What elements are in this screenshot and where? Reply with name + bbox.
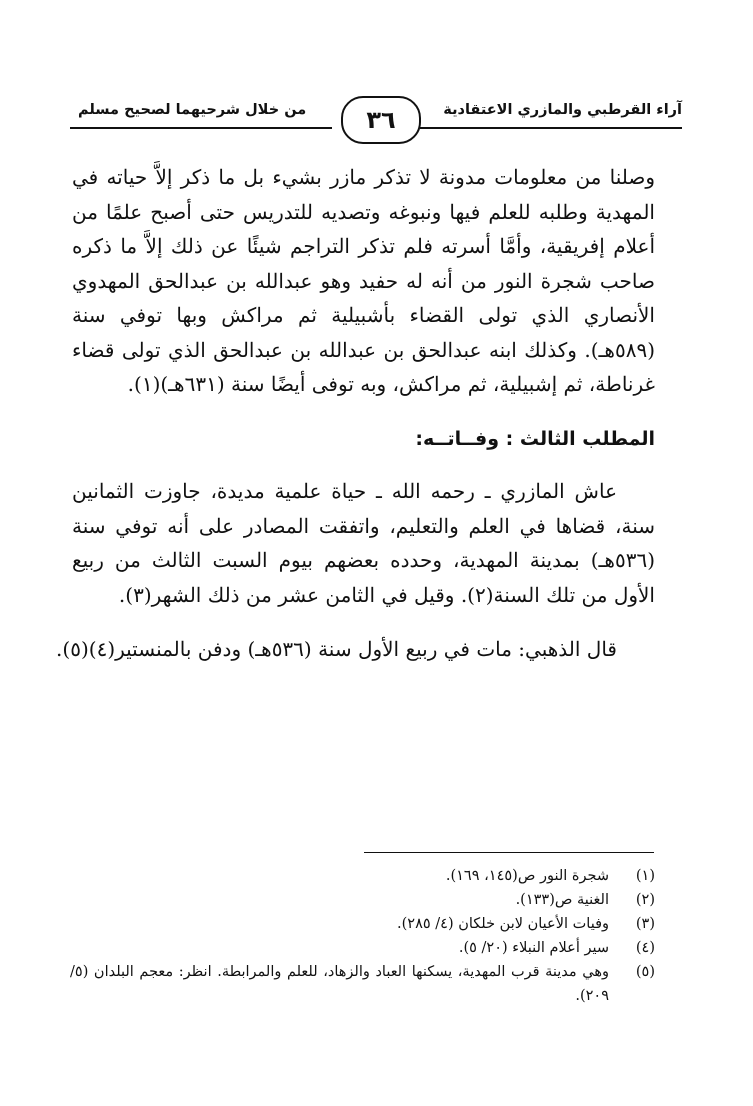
- text-line: صاحب شجرة النور من أنه له حفيد وهو عبدالله بن عبدالحق المهدوي: [72, 268, 656, 293]
- text-line: الأول من تلك السنة(٢). وقيل في الثامن عشر من ذلك الشهر(٣).: [118, 582, 655, 607]
- header-rule-left: [70, 127, 332, 129]
- text-line: عاش المازري ـ رحمه الله ـ حياة علمية مديدة، جاوزت الثمانين: [72, 479, 617, 503]
- footnote-item: [70, 960, 655, 1008]
- footnote-text: الغنية ص(١٣٣).: [515, 892, 609, 908]
- paragraph-3: [56, 632, 655, 667]
- footnote-text: سير أعلام النبلاء (٢٠/ ٥).: [458, 940, 609, 956]
- footnote-number: (٢): [635, 892, 655, 908]
- page-number: ٣٦: [341, 96, 421, 144]
- text-line: (٥٣٦هـ) بمدينة المهدية، وحدده بعضهم بيوم السبت الثالث من ربيع: [72, 548, 655, 572]
- text-line: (٥٨٩هـ). وكذلك ابنه عبدالحق بن عبدالله بن عبدالحق الذي تولى قضاء: [72, 337, 655, 362]
- text-line: وصلنا من معلومات مدونة لا تذكر مازر بشيء بل ما ذكر إلاَّ حياته في: [72, 165, 656, 189]
- footnote-item: [70, 864, 655, 888]
- header-rule-right: [420, 127, 682, 129]
- footnote-text: وهي مدينة قرب المهدية، يسكنها العباد والزهاد، للعلم والمرابطة. انظر: معجم البلدان (٥/ ٢٠٩).: [70, 964, 609, 1004]
- footnote-number: (٤): [635, 940, 655, 956]
- paragraph-1: [72, 160, 655, 402]
- header-book-title: آراء القرطبي والمازري الاعتقادية: [443, 102, 682, 118]
- footnote-item: [70, 888, 655, 912]
- footnote-text: شجرة النور ص(١٤٥، ١٦٩).: [445, 868, 609, 884]
- footnote-number: (٣): [635, 916, 655, 932]
- text-line: سنة، قضاها في العلم والتعليم، واتفقت المصادر على أنه توفي سنة: [72, 513, 655, 538]
- text-line: المهدية وطلبه للعلم فيها ونبوغه وتصديه للتدريس حتى أصبح علمًا من: [72, 199, 655, 224]
- text-line: غرناطة، ثم إشبيلية، ثم مراكش، وبه توفى أيضًا سنة (٦٣١هـ)(١).: [127, 372, 655, 396]
- text-line: أعلام إفريقية، وأمَّا أسرته فلم تذكر التراجم شيئًا عن ذلك إلاَّ ما ذكره: [72, 234, 655, 258]
- footnote-separator: [364, 852, 654, 853]
- section-heading: المطلب الثالث : وفــاتــه:: [415, 428, 655, 450]
- paragraph-2: [72, 474, 655, 612]
- footnote-item: [70, 936, 655, 960]
- footnote-item: [70, 912, 655, 936]
- footnote-number: (١): [635, 868, 655, 884]
- running-header: [70, 96, 682, 136]
- header-subtitle: من خلال شرحيهما لصحيح مسلم: [78, 102, 307, 118]
- footnotes: [70, 864, 655, 1008]
- footnote-text: وفيات الأعيان لابن خلكان (٤/ ٢٨٥).: [397, 916, 609, 932]
- text-line: قال الذهبي: مات في ربيع الأول سنة (٥٣٦هـ) ودفن بالمنستير(٤)(٥).: [56, 637, 617, 661]
- text-line: الأنصاري الذي تولى القضاء بأشبيلية ثم مراكش وبها توفي سنة: [72, 303, 655, 327]
- footnote-number: (٥): [635, 964, 655, 980]
